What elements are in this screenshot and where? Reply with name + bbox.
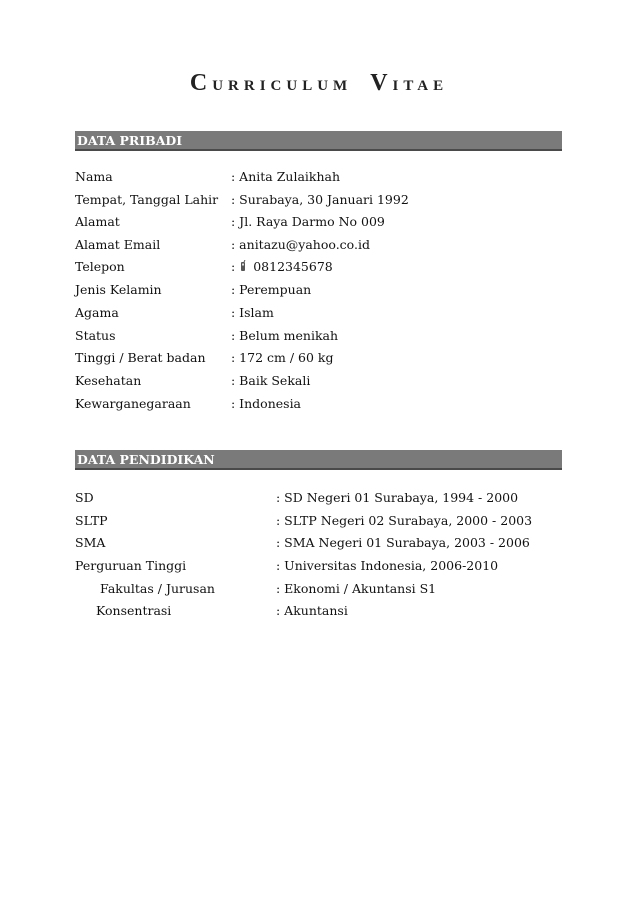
info-value: : Belum menikah	[231, 328, 339, 343]
info-label: Jenis Kelamin	[75, 282, 162, 297]
edu-label: Fakultas / Jurusan	[100, 581, 215, 596]
info-label: Tinggi / Berat badan	[75, 350, 206, 365]
info-label: Kewarganegaraan	[75, 396, 191, 411]
edu-value: : SMA Negeri 01 Surabaya, 2003 - 2006	[276, 535, 530, 550]
value-prefix: :	[231, 259, 236, 274]
section-header-data-pribadi: DATA PRIBADI	[75, 131, 562, 151]
info-label: Status	[75, 328, 116, 343]
edu-value: : Ekonomi / Akuntansi S1	[276, 581, 437, 596]
info-label: Nama	[75, 169, 113, 184]
edu-value: : SD Negeri 01 Surabaya, 1994 - 2000	[276, 490, 519, 505]
info-value: : Surabaya, 30 Januari 1992	[231, 192, 409, 207]
edu-label: SMA	[75, 535, 106, 550]
info-label: Kesehatan	[75, 373, 142, 388]
info-value: : 172 cm / 60 kg	[231, 350, 334, 365]
info-value	[231, 257, 333, 277]
info-value: : Jl. Raya Darmo No 009	[231, 214, 385, 229]
info-label: Telepon	[75, 259, 125, 274]
edu-label: Konsentrasi	[96, 603, 172, 618]
edu-label: Perguruan Tinggi	[75, 558, 187, 573]
info-value: : Anita Zulaikhah	[231, 169, 341, 184]
mobile-phone-icon	[239, 258, 247, 270]
edu-value: : SLTP Negeri 02 Surabaya, 2000 - 2003	[276, 513, 533, 528]
info-value: : Perempuan	[231, 282, 312, 297]
edu-label: SLTP	[75, 513, 108, 528]
phone-number: 0812345678	[253, 259, 333, 274]
section-header-data-pendidikan: DATA PENDIDIKAN	[75, 450, 562, 470]
info-label: Tempat, Tanggal Lahir	[75, 192, 219, 207]
info-label: Alamat Email	[75, 237, 161, 252]
edu-value: : Akuntansi	[276, 603, 348, 618]
info-value: : Baik Sekali	[231, 373, 311, 388]
edu-label: SD	[75, 490, 94, 505]
title-initial-c: C	[189, 70, 213, 96]
document-title	[0, 70, 638, 97]
edu-value: : Universitas Indonesia, 2006-2010	[276, 558, 499, 573]
info-value: : anitazu@yahoo.co.id	[231, 237, 370, 252]
info-label: Alamat	[75, 214, 120, 229]
title-word-vitae: ITAE	[392, 78, 449, 94]
info-value: : Indonesia	[231, 396, 302, 411]
title-word-curriculum: URRICULUM	[212, 78, 353, 94]
info-value: : Islam	[231, 305, 274, 320]
title-initial-v: V	[370, 70, 393, 96]
info-label: Agama	[75, 305, 119, 320]
